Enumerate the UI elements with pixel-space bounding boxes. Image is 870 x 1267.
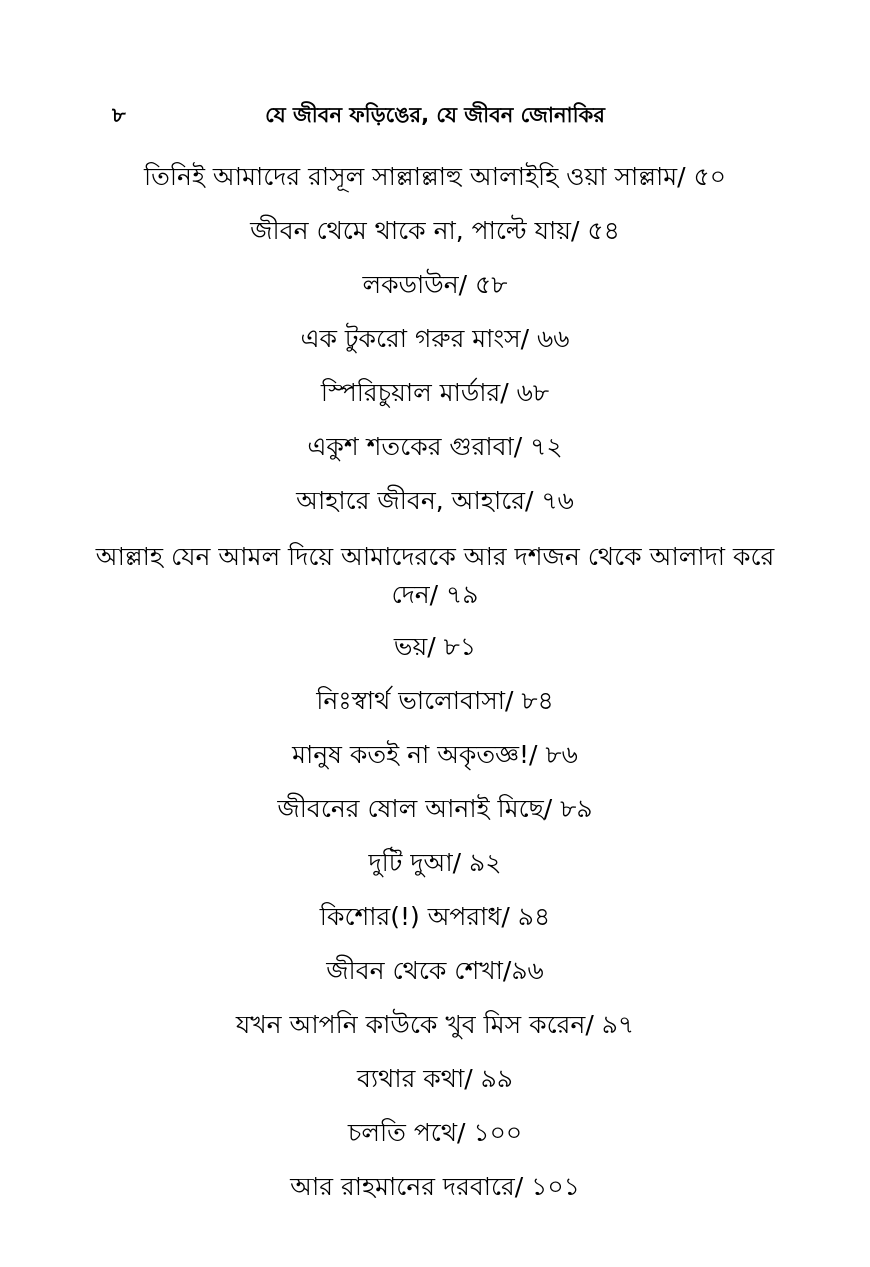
toc-entry: ব্যথার কথা/ ৯৯ (356, 1064, 514, 1093)
toc-entry: নিঃস্বার্থ ভালোবাসা/ ৮৪ (316, 686, 554, 715)
toc-entry: স্পিরিচুয়াল মার্ডার/ ৬৮ (320, 378, 550, 407)
toc-entry: তিনিই আমাদের রাসূল সাল্লাল্লাহু আলাইহি ওয়া সাল্লাম/ ৫০ (143, 162, 727, 191)
toc-entry: কিশোর(!) অপরাধ/ ৯৪ (319, 902, 551, 931)
toc-entry: ভয়/ ৮১ (393, 632, 477, 661)
toc-entry: মানুষ কতই না অকৃতজ্ঞ!/ ৮৬ (292, 740, 578, 769)
toc-entry: যখন আপনি কাউকে খুব মিস করেন/ ৯৭ (235, 1010, 635, 1039)
toc-entry: আহারে জীবন, আহারে/ ৭৬ (296, 486, 574, 515)
running-title: যে জীবন ফড়িঙের, যে জীবন জোনাকির (265, 103, 605, 127)
toc-entry: জীবন থেমে থাকে না, পাল্টে যায়/ ৫৪ (250, 216, 620, 245)
toc-entry: দুটি দুআ/ ৯২ (368, 848, 502, 877)
toc-entry: আল্লাহ যেন আমল দিয়ে আমাদেরকে আর দশজন থেকে আলাদা করে দেন/ ৭৯ (95, 542, 775, 609)
toc-entry: এক টুকরো গরুর মাংস/ ৬৬ (300, 324, 570, 353)
toc-entry: জীবনের ষোল আনাই মিছে/ ৮৯ (277, 794, 593, 823)
toc-entry: একুশ শতকের গুরাবা/ ৭২ (307, 432, 563, 461)
toc-entry: জীবন থেকে শেখা/৯৬ (326, 956, 544, 985)
toc-entry: চলতি পথে/ ১০০ (347, 1118, 523, 1147)
toc-entry: আর রাহমানের দরবারে/ ১০১ (290, 1172, 580, 1201)
page-number: ৮ (112, 103, 126, 127)
table-of-contents (90, 160, 780, 1224)
toc-entry: লকডাউন/ ৫৮ (362, 270, 508, 299)
page-header (0, 98, 870, 132)
